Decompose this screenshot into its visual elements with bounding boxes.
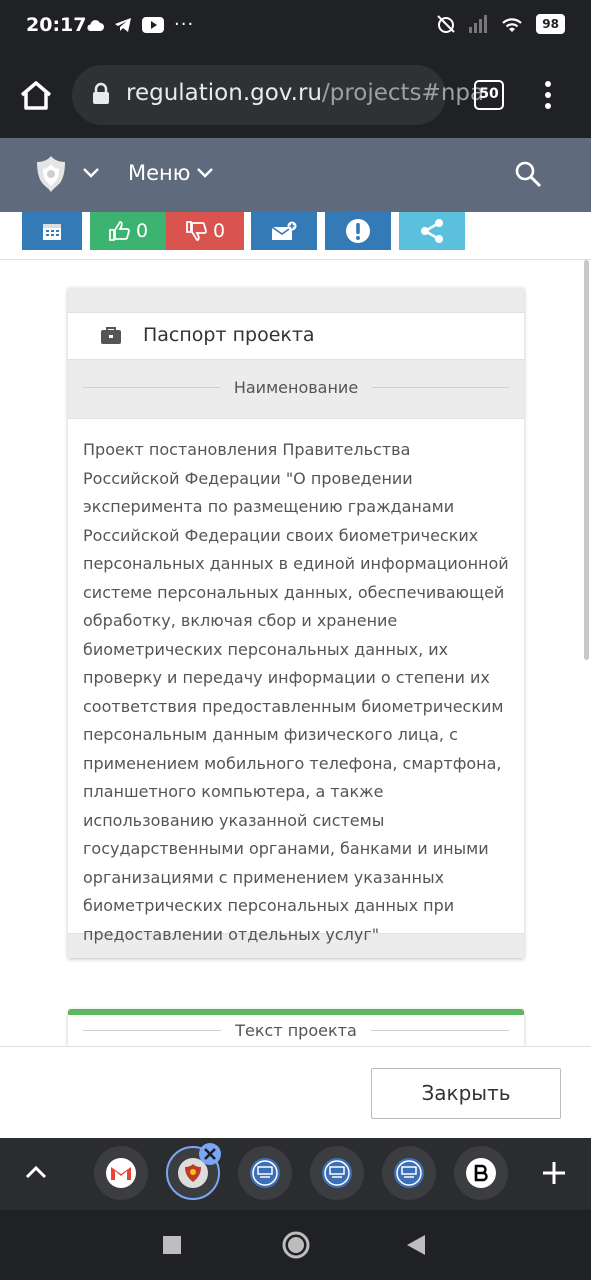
home-icon[interactable]	[18, 78, 54, 114]
battery-indicator: 98	[536, 14, 565, 34]
menu-link[interactable]: Меню	[128, 161, 191, 185]
calendar-icon	[41, 220, 63, 242]
more-notifications-icon: ···	[174, 14, 195, 35]
telegram-icon	[114, 17, 132, 33]
scrollbar[interactable]	[584, 260, 589, 660]
project-text-label: Текст проекта	[235, 1021, 357, 1040]
dislike-button[interactable]	[166, 212, 244, 250]
emblem-logo[interactable]	[28, 152, 74, 198]
tab-bubbles-bar	[0, 1138, 591, 1210]
tab-switcher-button[interactable]: 50	[474, 80, 504, 110]
close-button[interactable]: Закрыть	[371, 1068, 561, 1119]
thumbs-up-icon	[108, 221, 130, 241]
podcast-icon	[396, 1160, 422, 1186]
chevron-down-icon[interactable]	[82, 166, 100, 180]
envelope-plus-icon	[271, 221, 297, 241]
like-count: 0	[135, 220, 149, 242]
name-label: Наименование	[233, 378, 359, 397]
dislike-count: 0	[212, 220, 226, 242]
project-passport-card	[68, 288, 524, 958]
cloud-icon	[86, 18, 104, 32]
news-bubble-2[interactable]	[310, 1146, 364, 1200]
wifi-icon	[500, 15, 524, 33]
exclamation-icon	[345, 218, 371, 244]
url-path: /projects#npa	[321, 80, 485, 106]
address-bar[interactable]	[72, 65, 485, 125]
b-logo-icon	[468, 1160, 494, 1186]
gmail-bubble[interactable]	[94, 1146, 148, 1200]
search-icon[interactable]	[514, 160, 542, 188]
share-button[interactable]	[399, 212, 465, 250]
signal-icon	[468, 15, 488, 33]
back-icon[interactable]	[405, 1234, 427, 1256]
name-section-label	[83, 378, 509, 397]
project-description: Проект постановления Правительства Российской Федерации "О проведении эксперимента по размещению гражданами Российской Федерации своих биометрических персональных данных в единой информационной системе персональных данных, обеспечивающей обработку, включая сбор и хранение биометрических персональных данных, их проверку и передачу информации о степени их соответствия предоставленным биометрическим персональным данным физического лица, с применением мобильного телефона, смартфона, планшетного компьютера, а также использованию указанной системы государственными органами, банками и иными организациями с применением указанных биометрических персональных данных при предоставлении отдельных услуг"	[68, 418, 524, 934]
project-text-card	[68, 1009, 524, 1049]
youtube-icon	[142, 17, 164, 33]
home-nav-icon[interactable]	[281, 1230, 311, 1260]
page-content	[0, 260, 591, 1046]
briefcase-icon	[100, 326, 122, 346]
url-text	[126, 80, 484, 106]
alarm-off-icon	[436, 14, 456, 34]
close-bubble-icon[interactable]	[198, 1142, 222, 1166]
share-icon	[419, 218, 445, 244]
news-bubble-1[interactable]	[238, 1146, 292, 1200]
like-button[interactable]	[90, 212, 166, 250]
lock-icon	[92, 83, 110, 105]
passport-header[interactable]	[68, 312, 524, 360]
add-bubble-icon[interactable]	[541, 1160, 567, 1186]
gmail-icon	[110, 1165, 132, 1181]
browser-toolbar	[0, 56, 591, 138]
emblem-icon	[183, 1163, 203, 1183]
podcast-icon	[324, 1160, 350, 1186]
podcast-icon	[252, 1160, 278, 1186]
status-time: 20:17	[26, 14, 87, 36]
modal-footer	[0, 1046, 591, 1138]
browser-menu-icon[interactable]	[540, 78, 556, 114]
site-header	[0, 138, 591, 212]
report-button[interactable]	[325, 212, 391, 250]
system-nav-bar	[0, 1210, 591, 1280]
status-bar	[0, 0, 591, 56]
project-text-section-label	[83, 1021, 509, 1040]
news-bubble-3[interactable]	[382, 1146, 436, 1200]
b-bubble[interactable]	[454, 1146, 508, 1200]
subscribe-email-button[interactable]	[251, 212, 317, 250]
thumbs-down-icon	[185, 221, 207, 241]
url-domain: regulation.gov.ru	[126, 80, 322, 106]
action-bar	[0, 212, 591, 260]
menu-chevron-icon[interactable]	[196, 166, 214, 180]
calendar-button[interactable]	[22, 212, 82, 250]
chevron-up-icon[interactable]	[24, 1164, 48, 1180]
passport-title: Паспорт проекта	[143, 324, 315, 346]
recents-icon[interactable]	[162, 1235, 182, 1255]
